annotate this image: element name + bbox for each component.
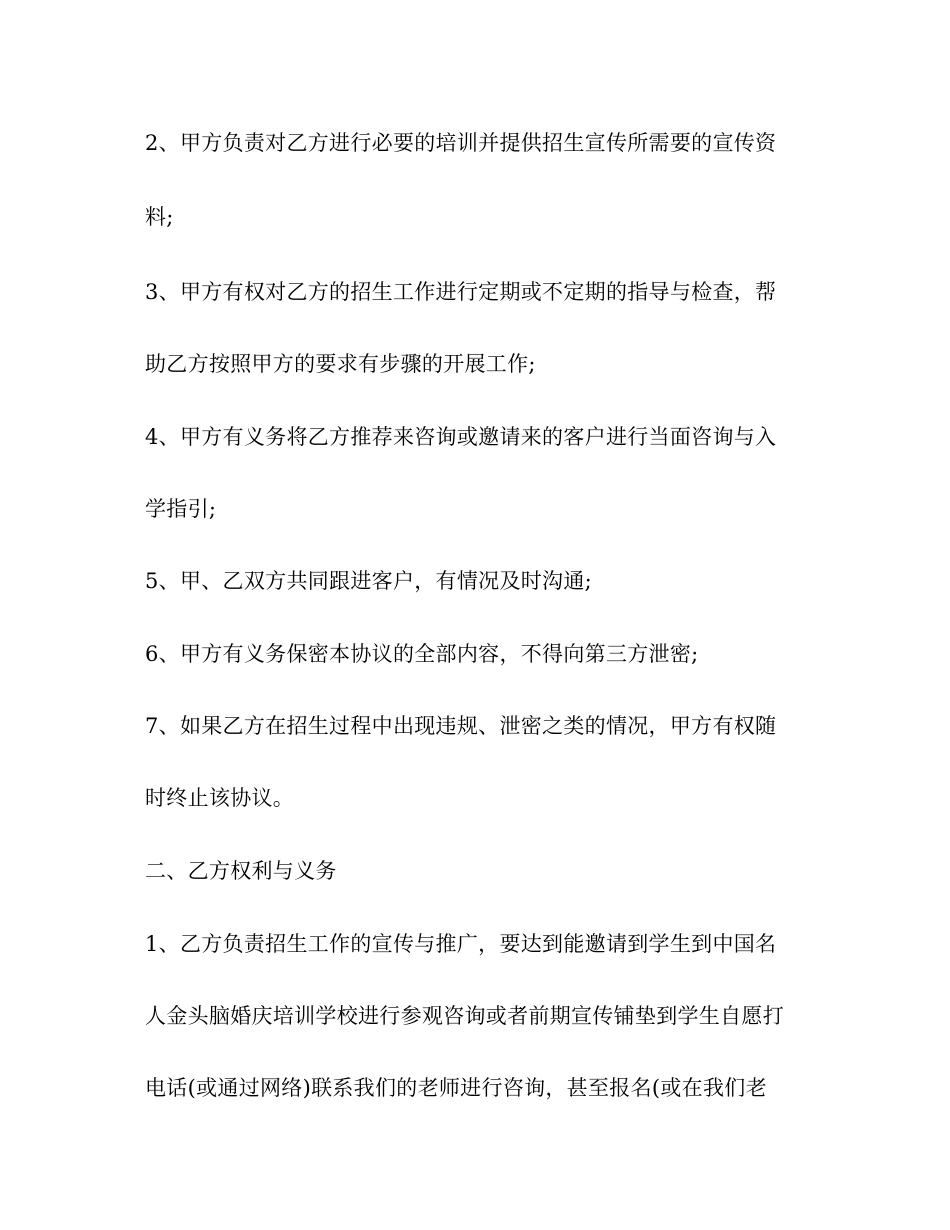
text-line: 料;: [145, 205, 174, 229]
text-line: 7、如果乙方在招生过程中出现违规、泄密之类的情况，甲方有权随: [145, 714, 777, 738]
text-line: 人金头脑婚庆培训学校进行参观咨询或者前期宣传铺垫到学生自愿打: [145, 1004, 784, 1028]
text-line: 1、乙方负责招生工作的宣传与推广，要达到能邀请到学生到中国名: [145, 932, 777, 956]
text-line: 电话(或通过网络)联系我们的老师进行咨询，甚至报名(或在我们老: [145, 1076, 767, 1100]
text-line: 4、甲方有义务将乙方推荐来咨询或邀请来的客户进行当面咨询与入: [145, 425, 777, 449]
text-line: 6、甲方有义务保密本协议的全部内容，不得向第三方泄密;: [145, 642, 699, 666]
text-line: 助乙方按照甲方的要求有步骤的开展工作;: [145, 352, 536, 376]
text-line: 5、甲、乙双方共同跟进客户，有情况及时沟通;: [145, 569, 593, 593]
text-line: 3、甲方有权对乙方的招生工作进行定期或不定期的指导与检查，帮: [145, 280, 777, 304]
text-line: 2、甲方负责对乙方进行必要的培训并提供招生宣传所需要的宣传资: [145, 131, 777, 155]
text-line: 时终止该协议。: [145, 786, 295, 810]
text-line: 学指引;: [145, 497, 217, 521]
section-heading: 二、乙方权利与义务: [145, 859, 337, 883]
